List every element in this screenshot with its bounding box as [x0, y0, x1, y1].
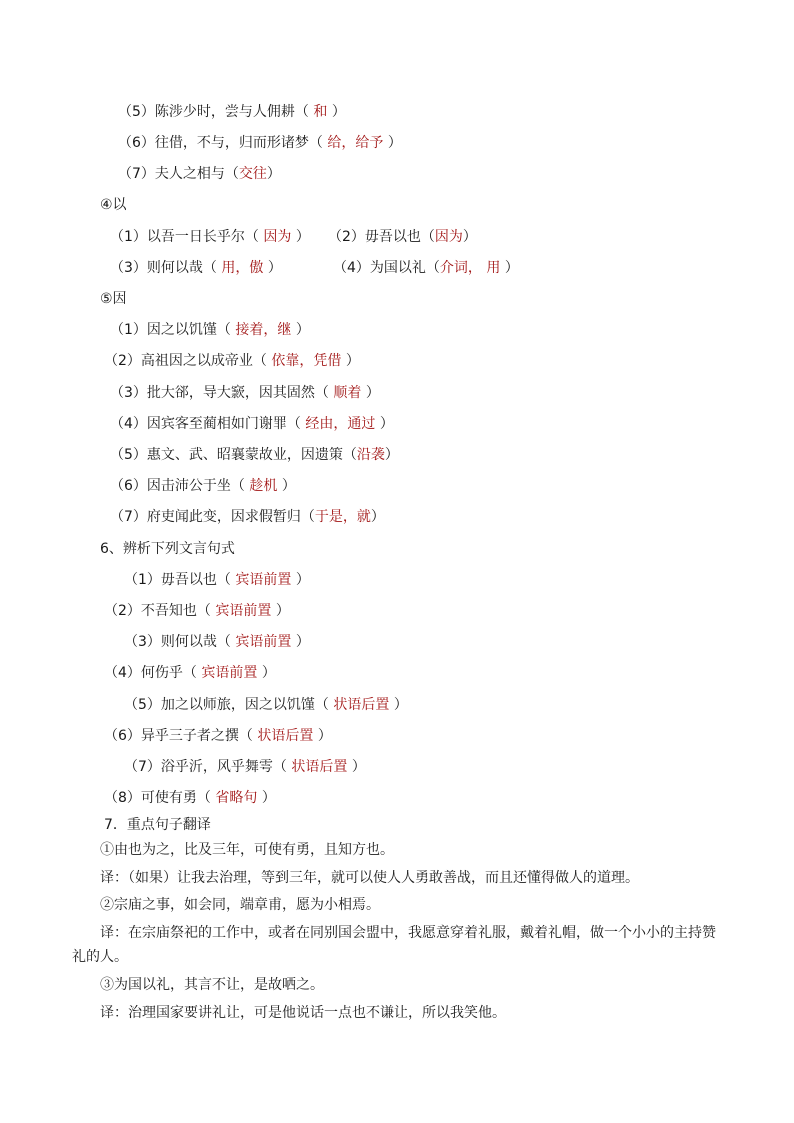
close-paren: ）: [383, 135, 402, 151]
question-text: （4）为国以礼（: [333, 260, 440, 276]
sec4-heading: ④以: [100, 197, 127, 213]
close-paren: ）: [295, 322, 310, 338]
close-paren: ）: [257, 790, 276, 806]
close-paren: ）: [263, 260, 282, 276]
question-text: （6）因击沛公于坐（: [110, 478, 245, 494]
sec6-item-2: [104, 601, 290, 621]
answer-text: 交往: [238, 166, 267, 182]
answer-text: 给，给予: [322, 135, 384, 151]
question-text: （7）夫人之相与（: [118, 166, 239, 182]
question-text: （4）因宾客至蔺相如门谢罪（: [110, 416, 301, 432]
answer-text: 宾语前置: [230, 634, 296, 650]
question-text: （2）不吾知也（: [104, 603, 211, 619]
question-text: （7）府吏闻此变，因求假暂归（: [110, 509, 315, 525]
answer-text: 于是，就: [314, 509, 371, 525]
sec4-item-2: [328, 227, 477, 247]
sec3-item-6: [118, 133, 402, 153]
question-text: （3）则何以哉（: [124, 634, 231, 650]
close-paren: ）: [295, 229, 310, 245]
close-paren: ）: [370, 509, 385, 525]
sec6-item-4: [104, 663, 276, 683]
question-text: （5）陈涉少时，尝与人佣耕（: [118, 104, 309, 120]
close-paren: ）: [266, 166, 281, 182]
question-text: （6）异乎三子者之撰（: [104, 728, 253, 744]
sec6-heading: 6、辨析下列文言句式: [100, 541, 235, 557]
answer-text: 介词， 用: [439, 260, 505, 276]
close-paren: ）: [281, 478, 296, 494]
question-text: （1）毋吾以也（: [124, 572, 231, 588]
close-paren: ）: [331, 104, 346, 120]
close-paren: ）: [275, 603, 290, 619]
sec6-item-7: [124, 757, 366, 777]
question-text: （6）往借，不与，归而形诸梦（: [118, 135, 323, 151]
sec6-item-8: [104, 788, 276, 808]
close-paren: ）: [351, 759, 366, 775]
answer-text: 和: [308, 104, 332, 120]
question-text: （2）毋吾以也（: [328, 229, 435, 245]
sec5-item-7: [110, 507, 385, 527]
answer-text: 经由，通过: [300, 416, 376, 432]
sec5-item-3: [110, 383, 380, 403]
question-text: （3）则何以哉（: [110, 260, 217, 276]
answer-text: 依靠，凭借: [266, 353, 342, 369]
sec7-source-3: ③为国以礼，其言不让，是故哂之。: [100, 977, 324, 993]
sec7-translation-1: 译：（如果）让我去治理，等到三年，就可以使人人勇敢善战，而且还懂得做人的道理。: [100, 870, 639, 886]
sec4-item-4: [333, 258, 519, 278]
question-text: （1）以吾一日长乎尔（: [110, 229, 259, 245]
answer-text: 状语后置: [328, 697, 394, 713]
sec6-item-5: [124, 695, 408, 715]
question-text: （5）加之以师旅，因之以饥馑（: [124, 697, 329, 713]
question-text: （8）可使有勇（: [104, 790, 211, 806]
sec5-item-6: [110, 476, 296, 496]
sec6-item-1: [124, 570, 310, 590]
sec3-item-5: [118, 102, 346, 122]
answer-text: 宾语前置: [196, 665, 262, 681]
answer-text: 沿袭: [356, 447, 385, 463]
sec6-item-6: [104, 726, 332, 746]
sec4-item-1: [110, 227, 310, 247]
sec7-heading: 7．重点句子翻译: [104, 817, 211, 833]
sec3-item-7: [118, 164, 281, 184]
answer-text: 状语后置: [252, 728, 318, 744]
sec5-item-2: [104, 351, 360, 371]
answer-text: 接着，继: [230, 322, 296, 338]
close-paren: ）: [504, 260, 519, 276]
sec7-source-2: ②宗庙之事，如会同，端章甫，愿为小相焉。: [100, 897, 380, 913]
sec5-heading: ⑤因: [100, 291, 127, 307]
sec5-item-1: [110, 320, 310, 340]
question-text: （5）惠文、武、昭襄蒙故业，因遗策（: [110, 447, 357, 463]
sec7-translation-2: 译：在宗庙祭祀的工作中，或者在同别国会盟中，我愿意穿着礼服，戴着礼帽，做一个小小的主持赞礼的人。: [72, 925, 716, 965]
answer-text: 宾语前置: [210, 603, 276, 619]
answer-text: 顺着: [328, 385, 366, 401]
answer-text: 因为: [258, 229, 296, 245]
close-paren: ）: [317, 728, 332, 744]
sec4-item-3: [110, 258, 282, 278]
close-paren: ）: [393, 697, 408, 713]
sec7-translation-3: 译：治理国家要讲礼让，可是他说话一点也不谦让，所以我笑他。: [100, 1005, 506, 1021]
question-text: （7）浴乎沂，风乎舞雩（: [124, 759, 287, 775]
close-paren: ）: [295, 572, 310, 588]
answer-text: 省略句: [210, 790, 258, 806]
close-paren: ）: [375, 416, 394, 432]
sec7-source-1: ①由也为之，比及三年，可使有勇，且知方也。: [100, 842, 394, 858]
question-text: （4）何伤乎（: [104, 665, 197, 681]
answer-text: 趁机: [244, 478, 282, 494]
answer-text: 用，傲: [216, 260, 264, 276]
close-paren: ）: [462, 229, 477, 245]
close-paren: ）: [384, 447, 399, 463]
question-text: （1）因之以饥馑（: [110, 322, 231, 338]
question-text: （2）高祖因之以成帝业（: [104, 353, 267, 369]
answer-text: 状语后置: [286, 759, 352, 775]
close-paren: ）: [261, 665, 276, 681]
sec6-item-3: [124, 632, 310, 652]
answer-text: 因为: [434, 229, 463, 245]
sec5-item-5: [110, 445, 399, 465]
close-paren: ）: [295, 634, 310, 650]
answer-text: 宾语前置: [230, 572, 296, 588]
sec5-item-4: [110, 414, 394, 434]
question-text: （3）批大郤，导大窾，因其固然（: [110, 385, 329, 401]
close-paren: ）: [365, 385, 380, 401]
close-paren: ）: [341, 353, 360, 369]
